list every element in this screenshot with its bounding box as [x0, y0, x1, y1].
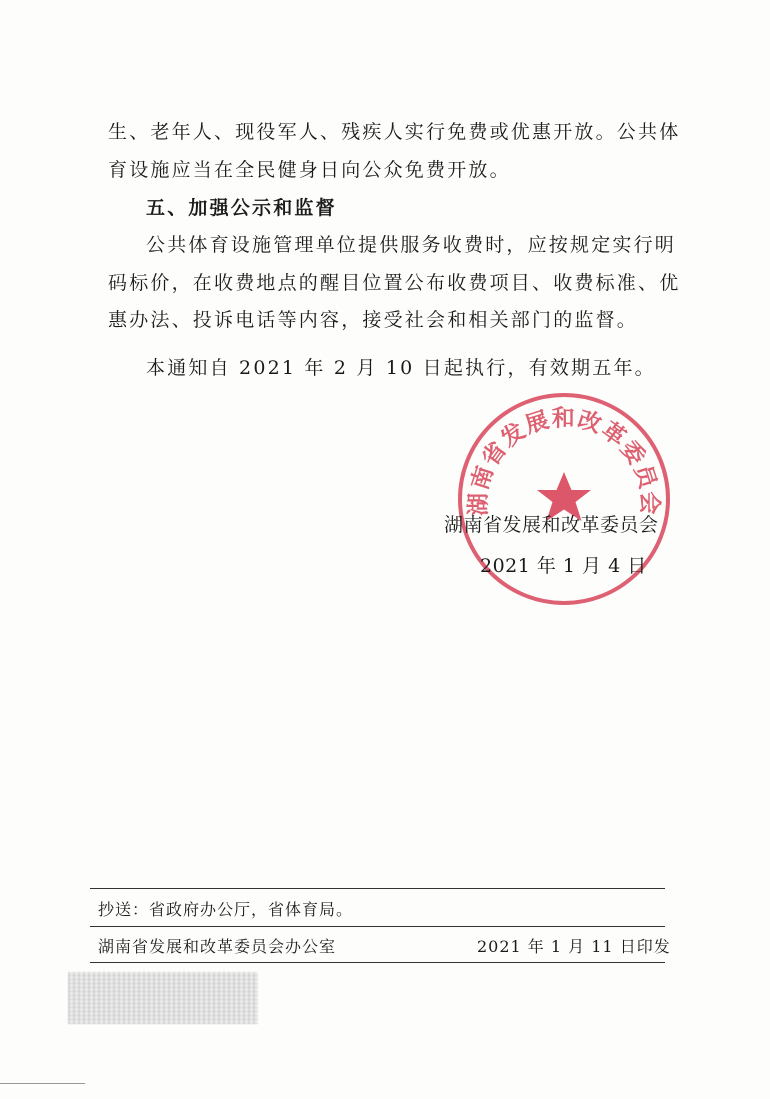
issuer-office: 湖南省发展和改革委员会办公室	[98, 937, 337, 956]
paragraph-1-line-1: 生、老年人、现役军人、残疾人实行免费或优惠开放。公共体	[108, 121, 681, 143]
paragraph-1-line-2: 育设施应当在全民健身日向公众免费开放。	[108, 158, 511, 181]
paragraph-1	[108, 114, 688, 189]
footer-top-rule	[90, 888, 665, 889]
paragraph-2-line-2: 码标价，在收费地点的醒目位置公布收费项目、收费标准、优	[108, 271, 681, 294]
paragraph-2-line-1	[108, 227, 688, 265]
signature-organization: 湖南省发展和改革委员会	[444, 514, 659, 536]
issue-date: 2021 年 1 月 11 日印发	[477, 937, 671, 956]
paragraph-3-line-1	[108, 350, 688, 388]
footer-middle-rule	[90, 926, 665, 927]
paragraph-3-text: 本通知自 2021 年 2 月 10 日起执行，有效期五年。	[146, 357, 656, 379]
footer-bottom-rule	[90, 962, 665, 963]
signature-date: 2021 年 1 月 4 日	[480, 555, 647, 577]
paragraph-2-line-1-text: 公共体育设施管理单位提供服务收费时，应按规定实行明	[146, 234, 677, 256]
scan-edge-line	[0, 1083, 85, 1084]
seal-text: 湖南省发展和改革委员会	[465, 405, 663, 516]
paragraph-2-line-3: 惠办法、投诉电话等内容，接受社会和相关部门的监督。	[108, 309, 639, 331]
paragraph-3	[108, 350, 688, 388]
scan-noise-patch	[68, 972, 258, 1024]
section-heading: 五、加强公示和监督	[146, 197, 337, 219]
paragraph-2	[108, 227, 688, 340]
cc-line: 抄送：省政府办公厅，省体育局。	[98, 900, 354, 919]
